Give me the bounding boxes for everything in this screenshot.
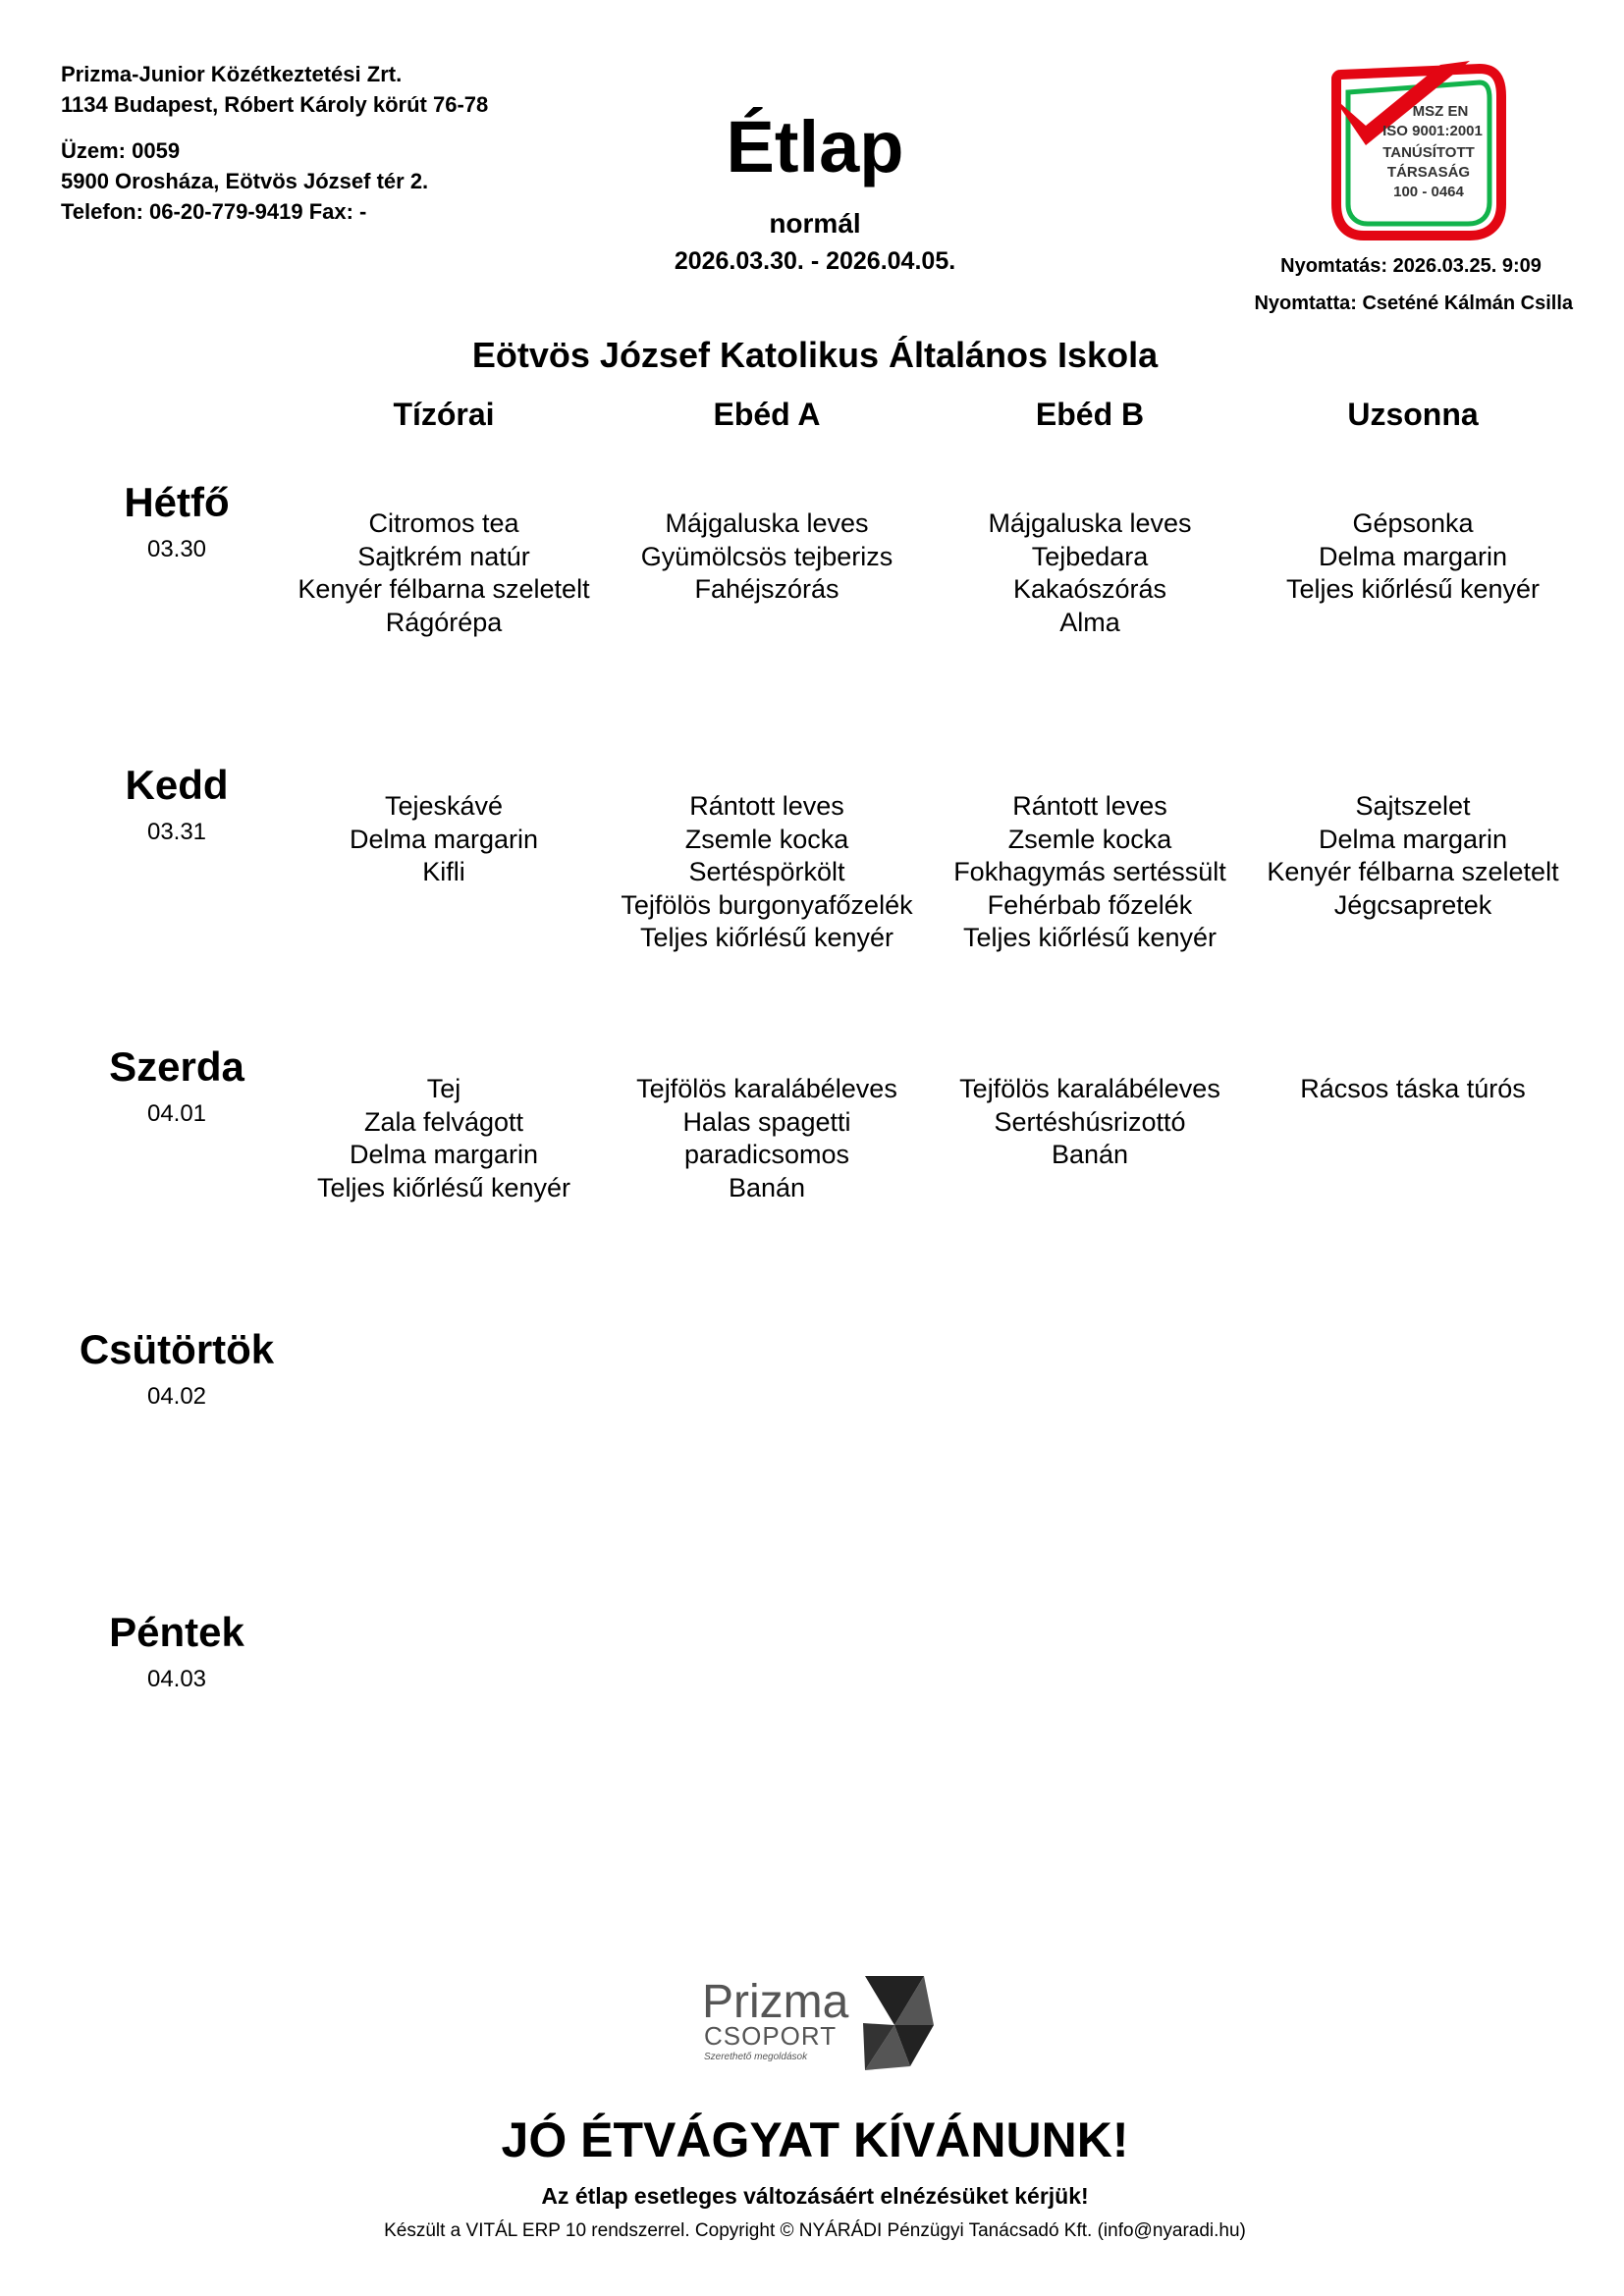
menu-cell-ebed-a — [605, 1073, 929, 1204]
menu-item: Delma margarin — [349, 824, 539, 854]
menu-item: Gyümölcsös tejberizs — [640, 541, 893, 571]
menu-item: Zsemle kocka — [1007, 824, 1172, 854]
company-name: Prizma-Junior Közétkeztetési Zrt. — [61, 62, 403, 86]
column-header-ebed-b: Ebéd B — [1035, 397, 1145, 432]
menu-cell-tizorai — [282, 790, 606, 889]
day-name: Kedd — [125, 762, 229, 808]
menu-cell-uzsonna — [1251, 790, 1575, 922]
software-credit: Készült a VITÁL ERP 10 rendszerrel. Copyright © NYÁRÁDI Pénzügyi Tanácsadó Kft. (info@nyaradi.hu) — [384, 2220, 1246, 2241]
menu-item: Rácsos táska túrós — [1300, 1074, 1526, 1103]
menu-item: Teljes kiőrlésű kenyér — [962, 923, 1218, 952]
menu-item: Zala felvágott — [363, 1106, 524, 1137]
menu-cell-tizorai — [282, 1073, 606, 1204]
menu-item: Gépsonka — [1352, 508, 1474, 538]
column-header-ebed-a: Ebéd A — [713, 397, 821, 432]
menu-item: Májgaluska leves — [665, 508, 869, 538]
cert-line-5: 100 - 0464 — [1393, 184, 1464, 200]
logo-hexagon-icon — [863, 1976, 934, 2070]
phone-fax: Telefon: 06-20-779-9419 Fax: - — [61, 199, 367, 224]
day-date: 04.01 — [146, 1100, 207, 1127]
menu-item: Sertéshúsrizottó — [994, 1106, 1186, 1137]
menu-item: Teljes kiőrlésű kenyér — [1285, 574, 1541, 604]
menu-item: Banán — [1051, 1140, 1129, 1169]
menu-item: Tejeskávé — [384, 791, 504, 821]
day-label — [29, 1325, 324, 1412]
day-label — [29, 1042, 324, 1129]
menu-item: Sajtkrém natúr — [357, 541, 530, 571]
cert-line-2: ISO 9001:2001 — [1382, 123, 1483, 139]
menu-item: Tejbedara — [1031, 541, 1149, 571]
menu-item: Kifli — [422, 857, 465, 886]
menu-item: Jégcsapretek — [1333, 889, 1492, 920]
day-date: 03.31 — [146, 819, 207, 845]
menu-item: Tej — [426, 1074, 461, 1103]
menu-item: Sajtszelet — [1355, 791, 1471, 821]
menu-item: Citromos tea — [368, 508, 519, 538]
menu-item: Teljes kiőrlésű kenyér — [316, 1172, 571, 1202]
menu-cell-tizorai — [282, 507, 606, 639]
day-name: Szerda — [109, 1043, 244, 1090]
menu-item: Rágórépa — [385, 607, 503, 637]
day-date: 04.03 — [146, 1666, 207, 1692]
menu-type: normál — [769, 208, 861, 239]
day-label — [29, 1608, 324, 1694]
day-label — [29, 478, 324, 564]
menu-item: Banán — [728, 1172, 806, 1202]
menu-item: Sertéspörkölt — [688, 857, 845, 886]
menu-cell-ebed-a — [605, 790, 929, 955]
company-address: 1134 Budapest, Róbert Károly körút 76-78 — [61, 92, 489, 117]
menu-item: Tejfölös karalábéleves — [636, 1074, 897, 1103]
logo-tagline: Szerethető megoldások — [704, 2052, 808, 2062]
day-name: Hétfő — [124, 479, 230, 525]
menu-item: Kenyér félbarna szeletelt — [298, 574, 590, 604]
print-date: Nyomtatás: 2026.03.25. 9:09 — [1280, 255, 1542, 277]
plant-id: Üzem: 0059 — [61, 138, 181, 163]
menu-item: Fahéjszórás — [694, 574, 839, 604]
menu-item: Tejfölös burgonyafőzelék — [621, 889, 913, 920]
cert-line-1: MSZ EN — [1412, 103, 1469, 120]
logo-word-prizma: Prizma — [702, 1976, 849, 2028]
menu-item: Kakaószórás — [1012, 574, 1167, 604]
menu-cell-ebed-b — [928, 507, 1252, 639]
menu-cell-ebed-b — [928, 1073, 1252, 1172]
menu-item: Alma — [1059, 607, 1120, 637]
prizma-csoport-logo — [700, 1968, 936, 2076]
menu-item: paradicsomos — [683, 1140, 850, 1169]
menu-item: Fokhagymás sertéssült — [953, 857, 1226, 886]
day-label — [29, 761, 324, 847]
day-date: 03.30 — [146, 536, 207, 562]
iso-certificate-badge — [1323, 57, 1509, 243]
bon-appetit-slogan: JÓ ÉTVÁGYAT KÍVÁNUNK! — [501, 2112, 1129, 2167]
cert-line-3: TANÚSÍTOTT — [1382, 144, 1475, 161]
menu-item: Rántott leves — [1012, 791, 1167, 821]
plant-address: 5900 Orosháza, Eötvös József tér 2. — [61, 169, 429, 193]
day-name: Csütörtök — [79, 1326, 275, 1372]
menu-cell-ebed-a — [605, 507, 929, 607]
menu-item: Delma margarin — [349, 1140, 539, 1169]
school-name: Eötvös József Katolikus Általános Iskola — [471, 335, 1159, 375]
menu-item: Zsemle kocka — [684, 824, 849, 854]
menu-item: Tejfölös karalábéleves — [959, 1074, 1220, 1103]
cert-line-4: TÁRSASÁG — [1386, 164, 1471, 181]
menu-cell-uzsonna — [1251, 507, 1575, 607]
menu-cell-uzsonna — [1251, 1073, 1575, 1106]
menu-item: Fehérbab főzelék — [987, 889, 1193, 920]
menu-item: Halas spagetti — [682, 1106, 851, 1137]
menu-item: Teljes kiőrlésű kenyér — [639, 923, 894, 952]
printed-by: Nyomtatta: Cseténé Kálmán Csilla — [1254, 293, 1573, 314]
menu-cell-ebed-b — [928, 790, 1252, 955]
menu-item: Delma margarin — [1318, 541, 1508, 571]
page-title: Étlap — [726, 106, 904, 187]
day-name: Péntek — [109, 1609, 244, 1655]
menu-item: Májgaluska leves — [988, 508, 1192, 538]
change-notice: Az étlap esetleges változásáért elnézésüket kérjük! — [541, 2183, 1089, 2209]
day-date: 04.02 — [146, 1383, 207, 1410]
menu-item: Delma margarin — [1318, 824, 1508, 854]
logo-word-csoport: CSOPORT — [704, 2021, 838, 2051]
menu-item: Rántott leves — [689, 791, 844, 821]
date-range: 2026.03.30. - 2026.04.05. — [674, 247, 956, 275]
menu-item: Kenyér félbarna szeletelt — [1267, 857, 1559, 886]
column-header-uzsonna: Uzsonna — [1347, 397, 1479, 432]
column-header-tizorai: Tízórai — [393, 397, 495, 432]
